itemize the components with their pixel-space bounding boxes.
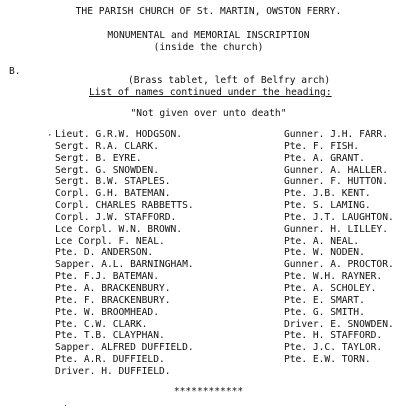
list-item: Corpl. G.H. BATEMAN.: [55, 188, 171, 200]
list-item: Sergt. R.A. CLARK.: [55, 140, 159, 152]
names-right-column: [284, 129, 394, 366]
list-item: Gunner. J.H. FARR.: [284, 129, 388, 140]
list-item: Corpl. J.W. STAFFORD.: [55, 211, 177, 223]
heading-intro: List of names continued under the heading:: [89, 87, 332, 98]
list-item: Pte. F. FISH.: [284, 140, 360, 152]
motto: "Not given over unto death": [130, 108, 287, 119]
list-item: Pte. D. ANDERSON.: [55, 247, 154, 259]
list-item: Pte. A. SCHOLEY.: [284, 282, 377, 294]
bullet-mark: ·: [47, 131, 53, 141]
list-item: Pte. F.J. BATEMAN.: [55, 271, 159, 283]
list-item: Driver. E. SNOWDEN.: [284, 318, 394, 330]
inscription-heading: MONUMENTAL and MEMORIAL INSCRIPTION: [107, 30, 310, 41]
section-letter: B.: [9, 66, 21, 77]
list-item: Pte. A. GRANT.: [284, 152, 365, 164]
list-item: Pte. A. NEAL.: [284, 235, 360, 247]
page-title: THE PARISH CHURCH OF St. MARTIN, OWSTON FERRY.: [75, 6, 342, 17]
list-item: Pte. W. NODEN.: [284, 247, 365, 259]
list-item: Sergt. B. EYRE.: [55, 152, 142, 164]
list-item: Pte. S. LAMING.: [284, 200, 371, 212]
list-item: Pte. J.B. KENT.: [284, 188, 371, 200]
separator: ************: [173, 386, 244, 397]
list-item: Driver. H. DUFFIELD.: [55, 365, 171, 377]
list-item: Pte. G. SMITH.: [284, 306, 365, 318]
list-item: Pte. W.H. RAYNER.: [284, 271, 383, 283]
list-item: Pte. A.R. DUFFIELD.: [55, 354, 165, 366]
list-item: Pte. J.T. LAUGHTON.: [284, 211, 394, 223]
stray-mark: .: [63, 399, 68, 408]
list-item: Sergt. B.W. STAPLES.: [55, 176, 171, 188]
list-item: Pte. H. STAFFORD.: [284, 330, 383, 342]
list-item: Lce Corpl. W.N. BROWN.: [55, 223, 183, 235]
list-item: Pte. T.B. CLAYPHAN.: [55, 330, 165, 342]
list-item: Gunner. A. PROCTOR.: [284, 259, 394, 271]
list-item: Gunner. A. HALLER.: [284, 164, 388, 176]
list-item: Pte. W. BROOMHEAD.: [55, 306, 159, 318]
list-item: Sergt. G. SNOWDEN.: [55, 164, 159, 176]
list-item: Pte. E. SMART.: [284, 294, 365, 306]
inscription-subheading: (inside the church): [153, 42, 264, 53]
names-left-column: [55, 129, 194, 378]
list-item: Pte. A. BRACKENBURY.: [55, 282, 171, 294]
list-item: Gunner. F. HUTTON.: [284, 176, 388, 188]
list-item: Lieut. G.R.W. HODGSON.: [55, 129, 183, 140]
list-item: Sapper. ALFRED DUFFIELD.: [55, 342, 194, 354]
list-item: Sapper. A.L. BARNINGHAM.: [55, 259, 194, 271]
list-item: Lce Corpl. F. NEAL.: [55, 235, 165, 247]
list-item: Pte. F. BRACKENBURY.: [55, 294, 171, 306]
list-item: Pte. J.C. TAYLOR.: [284, 342, 383, 354]
list-item: Corpl. CHARLES RABBETTS.: [55, 200, 194, 212]
list-item: Pte. C.W. CLARK.: [55, 318, 148, 330]
tablet-location: (Brass tablet, left of Belfry arch): [128, 75, 331, 86]
list-item: Pte. E.W. TORN.: [284, 354, 371, 366]
list-item: Gunner. H. LILLEY.: [284, 223, 388, 235]
